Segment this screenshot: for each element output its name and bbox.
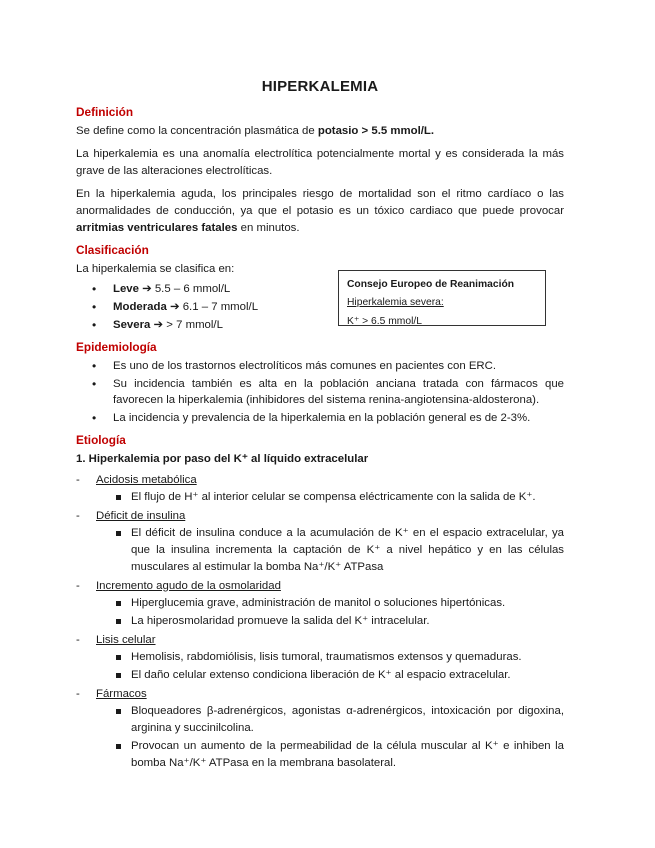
box-value: K⁺ > 6.5 mmol/L xyxy=(347,316,422,327)
section-heading-definicion: Definición xyxy=(76,105,134,119)
cause-detail-list xyxy=(76,489,564,506)
cause-label: Incremento agudo de la osmolaridad xyxy=(96,579,281,592)
class-label: Severa xyxy=(113,319,151,331)
cause-drugs xyxy=(76,686,564,703)
section-heading-epidemiologia: Epidemiología xyxy=(76,339,157,354)
cause-insulin-deficit xyxy=(76,508,564,525)
definition-paragraph-2: La hiperkalemia es una anomalía electrolítica potencialmente mortal y es considerada la más grave de las alteraciones electrolíticas. xyxy=(76,148,564,177)
class-value: > 7 mmol/L xyxy=(163,319,223,331)
list-item: La hiperosmolaridad promueve la salida del K⁺ intracelular. xyxy=(76,613,564,630)
cause-label: Fármacos xyxy=(96,687,147,700)
resuscitation-council-box xyxy=(338,270,546,326)
list-item: • Es uno de los trastornos electrolíticos más comunes en pacientes con ERC. xyxy=(76,358,564,375)
definition-paragraph-3 xyxy=(76,186,564,237)
class-label: Moderada xyxy=(113,301,167,313)
list-item: Hemolisis, rabdomiólisis, lisis tumoral, traumatismos extensos y quemaduras. xyxy=(76,649,564,666)
list-item: • La incidencia y prevalencia de la hiperkalemia en la población general es de 2-3%. xyxy=(76,410,564,427)
page-title: HIPERKALEMIA xyxy=(261,78,379,95)
list-item: Hiperglucemia grave, administración de manitol o soluciones hipertónicas. xyxy=(76,595,564,612)
box-title: Consejo Europeo de Reanimación xyxy=(347,279,515,290)
definition-p3-text: En la hiperkalemia aguda, los principales riesgo de mortalidad son el ritmo cardíaco o las anormalidades de conducción, ya que el potasio es un tóxico cardiaco que puede provocar xyxy=(76,188,564,217)
section-heading-clasificacion: Clasificación xyxy=(76,243,149,257)
epidemiology-list xyxy=(76,358,564,427)
classification-intro: La hiperkalemia se clasifica en: xyxy=(76,263,235,275)
list-item: • Su incidencia también es alta en la población anciana tratada con fármacos que favorecen la hiperkalemia (inhibidores del sistema renina-angiotensina-aldosterona). xyxy=(76,376,564,409)
etiology-subheading: 1. Hiperkalemia por paso del K⁺ al líquido extracelular xyxy=(76,452,369,465)
cause-label: Lisis celular xyxy=(96,633,156,646)
list-item: El déficit de insulina conduce a la acumulación de K⁺ en el espacio extracelular, ya que la insulina incrementa la captación de K⁺ a nivel hepático y en las células musculares al estimular la bomba Na⁺/K⁺ ATPasa xyxy=(76,525,564,576)
definition-paragraph xyxy=(76,123,564,140)
list-item: El daño celular extenso condiciona liberación de K⁺ al espacio extracelular. xyxy=(76,667,564,684)
cause-detail-list xyxy=(76,595,564,630)
list-item: Provocan un aumento de la permeabilidad de la célula muscular al K⁺ e inhiben la bomba Na⁺/K⁺ ATPasa en la membrana basolateral. xyxy=(76,738,564,772)
definition-p3-end: en minutos. xyxy=(237,222,300,234)
arrow-right-icon: ➔ xyxy=(142,283,152,295)
section-heading-etiologia: Etiología xyxy=(76,432,126,447)
arrow-right-icon: ➔ xyxy=(153,319,164,331)
cause-detail-list xyxy=(76,525,564,576)
class-value: 5.5 – 6 mmol/L xyxy=(151,283,231,295)
cause-label: Déficit de insulina xyxy=(96,509,186,522)
cause-detail-list xyxy=(76,703,564,772)
definition-threshold: potasio > 5.5 mmol/L. xyxy=(317,125,435,137)
definition-p3-bold: arritmias ventriculares fatales xyxy=(76,222,238,234)
cause-osmolarity xyxy=(76,578,564,595)
box-subtitle: Hiperkalemia severa: xyxy=(347,297,444,308)
class-label: Leve xyxy=(113,283,139,295)
document-page xyxy=(76,78,564,774)
arrow-right-icon: ➔ xyxy=(169,301,180,313)
cause-label: Acidosis metabólica xyxy=(96,473,197,486)
list-item: Bloqueadores β-adrenérgicos, agonistas α-adrenérgicos, intoxicación por digoxina, arginina y succinilcolina. xyxy=(76,703,564,737)
list-item: El flujo de H⁺ al interior celular se compensa eléctricamente con la salida de K⁺. xyxy=(76,489,564,506)
cause-detail-list xyxy=(76,649,564,684)
cause-acidosis xyxy=(76,472,564,489)
cause-cell-lysis xyxy=(76,632,564,649)
definition-text: Se define como la concentración plasmática de xyxy=(76,125,318,137)
class-value: 6.1 – 7 mmol/L xyxy=(179,301,259,313)
classification-block xyxy=(76,261,564,334)
